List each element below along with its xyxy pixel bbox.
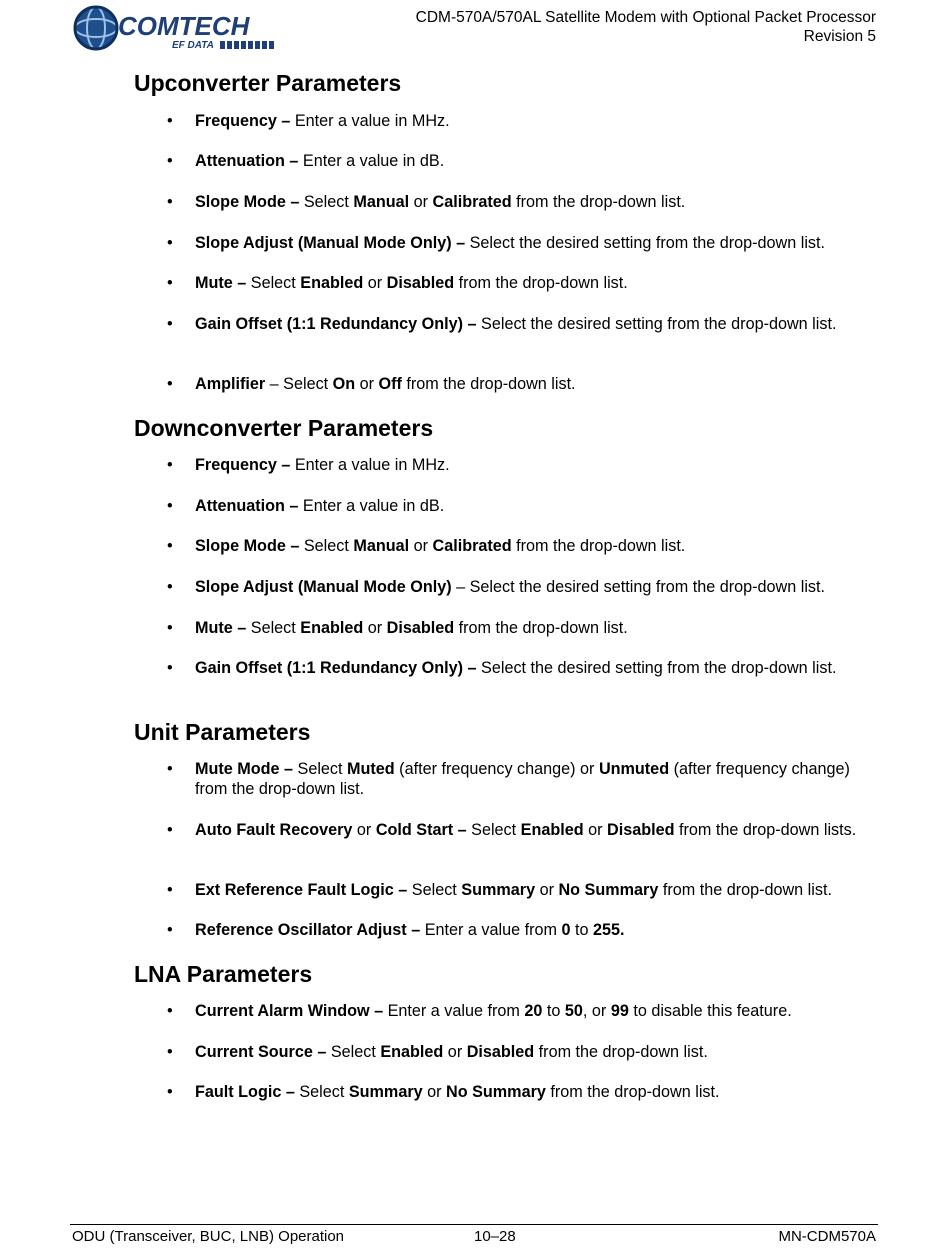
bold-term: Current Source –	[195, 1043, 327, 1061]
bold-term: 20	[524, 1002, 543, 1020]
item-text: or	[535, 881, 559, 899]
bold-term: Calibrated	[432, 193, 512, 211]
document-title: CDM-570A/570AL Satellite Modem with Optional Packet Processor	[415, 9, 876, 26]
bold-term: Frequency –	[195, 456, 291, 474]
comtech-logo	[72, 4, 292, 52]
bullet-icon: •	[167, 921, 173, 939]
bullet-item	[134, 577, 874, 597]
item-text: or	[409, 537, 433, 555]
bold-term: Manual	[353, 193, 410, 211]
item-text: Select	[293, 760, 348, 778]
bold-term: Slope Mode –	[195, 537, 300, 555]
item-text: Enter a value in dB.	[298, 497, 445, 515]
bold-term: Current Alarm Window –	[195, 1002, 384, 1020]
bullet-icon: •	[167, 578, 173, 596]
bullet-icon: •	[167, 537, 173, 555]
item-text: from the drop-down list.	[658, 881, 832, 899]
item-text: Select	[294, 1083, 349, 1101]
item-text: or	[443, 1043, 467, 1061]
bold-term: 0	[561, 921, 571, 939]
bold-term: Disabled	[466, 1043, 535, 1061]
bold-term: Calibrated	[432, 537, 512, 555]
footer-chapter: ODU (Transceiver, BUC, LNB) Operation	[72, 1228, 345, 1245]
page-header	[416, 8, 876, 46]
item-text: Select	[299, 193, 354, 211]
bullet-icon: •	[167, 234, 173, 252]
item-text: Select	[466, 821, 521, 839]
bullet-item	[134, 1001, 874, 1021]
bold-term: Frequency –	[195, 112, 291, 130]
item-text: from the drop-down list.	[511, 537, 686, 555]
bold-term: Slope Mode –	[195, 193, 300, 211]
bold-term: Reference Oscillator Adjust –	[195, 921, 421, 939]
bold-term: 99	[610, 1002, 629, 1020]
item-text: from the drop-down list.	[545, 1083, 720, 1101]
item-text: or	[422, 1083, 447, 1101]
bullet-item	[134, 455, 874, 475]
bold-term: Disabled	[607, 821, 675, 839]
bold-term: Mute –	[195, 619, 247, 637]
item-text: or	[352, 821, 376, 839]
bold-term: Summary	[461, 881, 536, 899]
item-text: Select the desired setting from the drop-down list.	[476, 315, 837, 333]
bullet-item	[134, 314, 874, 334]
bold-term: Manual	[353, 537, 410, 555]
bold-term: Unmuted	[598, 760, 670, 778]
section-heading: Downconverter Parameters	[134, 415, 434, 441]
bullet-item	[134, 658, 874, 678]
item-text: Select	[326, 1043, 381, 1061]
bold-term: Cold Start –	[375, 821, 467, 839]
item-text: from the drop-down list.	[454, 274, 628, 292]
bullet-icon: •	[167, 659, 173, 677]
bold-term: Disabled	[386, 619, 455, 637]
bold-term: Gain Offset (1:1 Redundancy Only) –	[195, 659, 477, 677]
bold-term: Enabled	[520, 821, 584, 839]
footer-divider	[70, 1224, 878, 1225]
bullet-item	[134, 374, 874, 394]
bold-term: Auto Fault Recovery	[195, 821, 353, 839]
bold-term: No Summary	[446, 1083, 546, 1101]
bold-term: Muted	[347, 760, 395, 778]
bullet-item	[134, 536, 874, 556]
item-text: from the drop-down list.	[534, 1043, 708, 1061]
bullet-icon: •	[167, 152, 173, 170]
svg-text:COMTECH: COMTECH	[118, 11, 250, 41]
item-text: from the drop-down list.	[454, 619, 628, 637]
item-text: Select	[299, 537, 354, 555]
bold-term: Attenuation –	[195, 497, 299, 515]
bullet-item	[134, 273, 874, 293]
section-heading: LNA Parameters	[134, 961, 313, 987]
bold-term: Summary	[348, 1083, 423, 1101]
bullet-item	[134, 496, 874, 516]
bold-term: Enabled	[300, 274, 364, 292]
bullet-item	[134, 151, 874, 171]
bullet-item	[134, 1082, 874, 1102]
item-text: or	[409, 193, 433, 211]
item-text: Enter a value in MHz.	[290, 456, 450, 474]
bullet-icon: •	[167, 1002, 173, 1020]
document-revision: Revision 5	[803, 28, 876, 45]
bullet-icon: •	[167, 315, 173, 333]
section	[134, 68, 884, 98]
section	[134, 717, 884, 747]
bold-term: No Summary	[558, 881, 659, 899]
page-number: 10–28	[474, 1228, 516, 1245]
bold-term: Mute Mode –	[195, 760, 294, 778]
bold-term: On	[332, 375, 356, 393]
bold-term: Enabled	[300, 619, 364, 637]
bullet-item	[134, 1042, 874, 1062]
item-text: Select the desired setting from the drop-down list.	[476, 659, 837, 677]
item-text: Select	[407, 881, 462, 899]
item-text: to disable this feature.	[628, 1002, 792, 1020]
item-text: Select	[246, 619, 301, 637]
bold-term: 255.	[592, 921, 625, 939]
bold-term: Gain Offset (1:1 Redundancy Only) –	[195, 315, 477, 333]
bold-term: Slope Adjust (Manual Mode Only)	[195, 578, 452, 596]
bold-term: Disabled	[386, 274, 455, 292]
manual-number: MN-CDM570A	[778, 1228, 876, 1245]
item-text: Select the desired setting from the drop-down list.	[465, 234, 826, 252]
bullet-icon: •	[167, 619, 173, 637]
bullet-item	[134, 920, 874, 940]
item-text: (after frequency change) from the drop-down list.	[195, 760, 850, 798]
bullet-icon: •	[167, 497, 173, 515]
item-text: or	[363, 274, 387, 292]
bullet-item	[134, 233, 874, 253]
bullet-icon: •	[167, 375, 173, 393]
bold-term: Mute –	[195, 274, 247, 292]
bullet-item	[134, 111, 874, 131]
bold-term: Amplifier	[195, 375, 266, 393]
bullet-icon: •	[167, 456, 173, 474]
bullet-icon: •	[167, 881, 173, 899]
item-text: to	[542, 1002, 565, 1020]
item-text: to	[570, 921, 593, 939]
section-heading: Upconverter Parameters	[134, 70, 402, 96]
bullet-icon: •	[167, 760, 173, 778]
item-text: Select	[246, 274, 301, 292]
bullet-item	[134, 820, 874, 840]
bold-term: 50	[564, 1002, 583, 1020]
item-text: (after frequency change) or	[394, 760, 599, 778]
bold-term: Slope Adjust (Manual Mode Only) –	[195, 234, 466, 252]
bold-term: Attenuation –	[195, 152, 299, 170]
section-heading: Unit Parameters	[134, 719, 311, 745]
bullet-icon: •	[167, 1043, 173, 1061]
bullet-icon: •	[167, 274, 173, 292]
item-text: from the drop-down lists.	[674, 821, 857, 839]
bullet-item	[134, 618, 874, 638]
item-text: Enter a value from	[383, 1002, 525, 1020]
bold-term: Fault Logic –	[195, 1083, 295, 1101]
bullet-item	[134, 192, 874, 212]
bullet-icon: •	[167, 821, 173, 839]
section	[134, 413, 884, 443]
section	[134, 959, 884, 989]
svg-text:EF DATA: EF DATA	[172, 40, 214, 51]
item-text: Enter a value in MHz.	[290, 112, 450, 130]
item-text: – Select the desired setting from the drop-down list.	[451, 578, 826, 596]
bullet-item	[134, 759, 874, 799]
bold-term: Enabled	[380, 1043, 444, 1061]
bold-term: Off	[378, 375, 402, 393]
bullet-icon: •	[167, 1083, 173, 1101]
bold-term: Ext Reference Fault Logic –	[195, 881, 408, 899]
item-text: – Select	[265, 375, 333, 393]
item-text: or	[355, 375, 379, 393]
item-text: or	[583, 821, 608, 839]
item-text: from the drop-down list.	[401, 375, 576, 393]
bullet-icon: •	[167, 193, 173, 211]
bullet-icon: •	[167, 112, 173, 130]
item-text: Enter a value in dB.	[298, 152, 445, 170]
item-text: or	[363, 619, 387, 637]
item-text: Enter a value from	[420, 921, 562, 939]
item-text: , or	[582, 1002, 611, 1020]
bullet-item	[134, 880, 874, 900]
item-text: from the drop-down list.	[511, 193, 686, 211]
